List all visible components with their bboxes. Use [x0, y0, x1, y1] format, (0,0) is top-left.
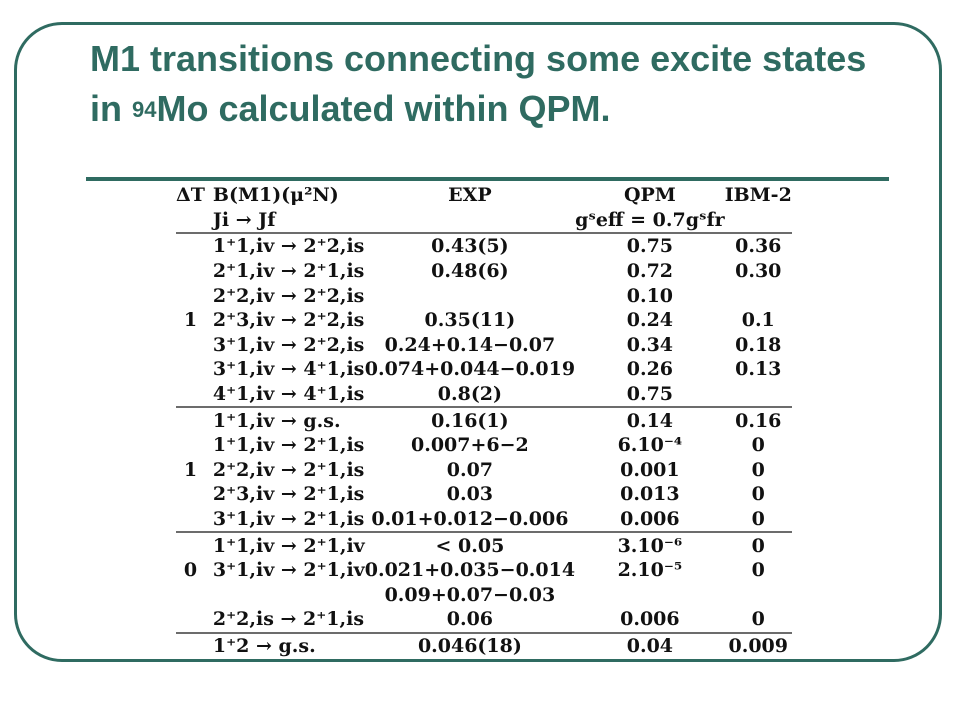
- delta-t-cell: [176, 333, 205, 358]
- transition-cell: 2⁺2,is → 2⁺1,is: [212, 608, 365, 631]
- qpm-cell: 0.72: [626, 260, 674, 283]
- qpm-cell: 0.75: [626, 383, 674, 406]
- table-row: [176, 458, 792, 483]
- exp-cell: 0.24+0.14−0.07: [384, 333, 556, 356]
- exp-cell: [365, 283, 575, 308]
- ibm2-cell: 0: [751, 559, 765, 582]
- transition-cell: 4⁺1,iv → 4⁺1,is: [212, 383, 365, 406]
- table-subheader-row: [176, 208, 792, 234]
- title-text-1: M1 transitions connecting some excite states in: [90, 38, 867, 129]
- qpm-cell: 0.013: [620, 483, 680, 506]
- table-row: [176, 308, 792, 333]
- exp-cell: 0.09+0.07−0.03: [384, 583, 556, 606]
- delta-t-cell: [176, 482, 205, 507]
- ibm2-cell: 0.16: [725, 407, 792, 433]
- exp-cell: 0.48(6): [431, 260, 509, 283]
- exp-cell: 0.07: [446, 458, 494, 481]
- delta-t-cell: [176, 532, 205, 558]
- delta-t-cell: [176, 283, 205, 308]
- table-header-row: [176, 183, 792, 208]
- exp-cell: 0.43(5): [431, 235, 509, 258]
- qpm-cell: 0.006: [620, 608, 680, 631]
- ibm2-cell: 0: [751, 483, 765, 506]
- transition-cell: 1⁺1,iv → 2⁺2,is: [212, 235, 365, 258]
- delta-t-cell: [176, 357, 205, 382]
- ibm2-cell: 0: [725, 532, 792, 558]
- table-row: [176, 407, 792, 433]
- exp-cell: 0.01+0.012−0.006: [371, 508, 569, 531]
- qpm-cell: 0.10: [626, 284, 674, 307]
- qpm-cell: 0.34: [626, 333, 674, 356]
- ibm2-cell: 0: [751, 508, 765, 531]
- ibm2-cell: 0: [751, 434, 765, 457]
- table-row: [176, 357, 792, 382]
- table-row: [176, 433, 792, 458]
- exp-cell: 0.8(2): [437, 383, 503, 406]
- ibm2-cell: [725, 382, 792, 408]
- transition-cell: 1⁺1,iv → 2⁺1,is: [212, 434, 365, 457]
- exp-cell: 0.074+0.044−0.019: [364, 358, 576, 381]
- exp-cell: < 0.05: [365, 532, 575, 558]
- qpm-cell: 6.10⁻⁴: [617, 434, 683, 457]
- ibm2-cell: [725, 283, 792, 308]
- table-row: [176, 607, 792, 633]
- ibm2-cell: 0.30: [735, 260, 782, 283]
- delta-t-cell: [176, 407, 205, 433]
- delta-t-cell: [176, 507, 205, 533]
- delta-t-cell: [176, 382, 205, 408]
- transition-cell: 2⁺3,iv → 2⁺1,is: [212, 483, 365, 506]
- transition-cell: [205, 583, 365, 608]
- title-underline: [86, 177, 889, 181]
- ibm2-cell: 0: [751, 608, 765, 631]
- title-text-2: Mo calculated within QPM.: [156, 88, 611, 129]
- delta-t-cell: 1: [183, 309, 198, 332]
- table-row: [176, 482, 792, 507]
- subheader-cell: [365, 208, 575, 234]
- exp-cell: 0.35(11): [424, 309, 516, 332]
- delta-t-cell: [176, 633, 205, 659]
- ibm2-cell: 0.18: [735, 333, 782, 356]
- table-row: [176, 532, 792, 558]
- table-row: [176, 333, 792, 358]
- table-row: [176, 259, 792, 284]
- table-row: [176, 633, 792, 659]
- table-row: [176, 507, 792, 533]
- table-row: [176, 583, 792, 608]
- m1-transition-table: [176, 183, 792, 658]
- transition-cell: 3⁺1,iv → 2⁺1,is: [212, 508, 365, 531]
- qpm-cell: 0.14: [575, 407, 725, 433]
- qpm-cell: 0.24: [626, 309, 674, 332]
- ibm2-cell: [725, 583, 792, 608]
- transition-cell: 2⁺3,iv → 2⁺2,is: [212, 309, 365, 332]
- exp-cell: 0.16(1): [365, 407, 575, 433]
- slide-title: [90, 34, 890, 134]
- header-cell: IBM-2: [724, 184, 792, 207]
- qpm-cell: 0.04: [575, 633, 725, 659]
- transition-cell: 3⁺1,iv → 2⁺2,is: [212, 333, 365, 356]
- transition-cell: 3⁺1,iv → 4⁺1,is: [212, 358, 365, 381]
- header-cell: EXP: [448, 184, 492, 207]
- table-row: [176, 233, 792, 259]
- exp-cell: 0.06: [446, 608, 494, 631]
- exp-cell: 0.046(18): [365, 633, 575, 659]
- delta-t-cell: 0: [183, 559, 198, 582]
- transition-cell: 1⁺1,iv → 2⁺1,iv: [205, 532, 365, 558]
- delta-t-cell: [176, 583, 205, 608]
- qpm-cell: [575, 583, 725, 608]
- qpm-cell: 2.10⁻⁵: [617, 559, 683, 582]
- delta-t-cell: [176, 433, 205, 458]
- header-cell: ΔT: [176, 184, 205, 207]
- table-row: [176, 558, 792, 583]
- exp-cell: 0.007+6−2: [411, 434, 529, 457]
- ibm2-cell: 0.1: [741, 309, 775, 332]
- subheader-cell: gˢeff = 0.7gˢfr: [575, 208, 725, 234]
- ibm2-cell: 0.13: [735, 358, 782, 381]
- ibm2-cell: 0.36: [735, 235, 782, 258]
- exp-cell: 0.021+0.035−0.014: [364, 559, 576, 582]
- ibm2-cell: 0: [751, 458, 765, 481]
- delta-t-cell: [176, 233, 205, 259]
- qpm-cell: 0.006: [620, 508, 680, 531]
- transition-cell: 3⁺1,iv → 2⁺1,iv: [212, 559, 365, 582]
- qpm-cell: 0.001: [620, 458, 680, 481]
- transition-cell: 2⁺1,iv → 2⁺1,is: [212, 260, 365, 283]
- subheader-cell: [725, 208, 792, 234]
- transition-cell: 2⁺2,iv → 2⁺2,is: [212, 284, 365, 307]
- ibm2-cell: 0.009: [725, 633, 792, 659]
- qpm-cell: 3.10⁻⁶: [575, 532, 725, 558]
- delta-t-cell: [176, 607, 205, 633]
- transition-cell: 1⁺2 → g.s.: [205, 633, 365, 659]
- delta-t-cell: 1: [183, 458, 198, 481]
- exp-cell: 0.03: [446, 483, 494, 506]
- table-row: [176, 382, 792, 408]
- qpm-cell: 0.26: [626, 358, 674, 381]
- table-row: [176, 283, 792, 308]
- delta-t-cell: [176, 259, 205, 284]
- qpm-cell: 0.75: [626, 235, 674, 258]
- transition-cell: 1⁺1,iv → g.s.: [205, 407, 365, 433]
- transition-cell: 2⁺2,iv → 2⁺1,is: [212, 458, 365, 481]
- subheader-cell: Ji → Jf: [205, 208, 365, 234]
- header-cell: B(M1)(μ²N): [212, 184, 339, 207]
- header-cell: QPM: [623, 184, 676, 207]
- subheader-cell: [176, 208, 205, 234]
- title-superscript: 94: [132, 97, 157, 122]
